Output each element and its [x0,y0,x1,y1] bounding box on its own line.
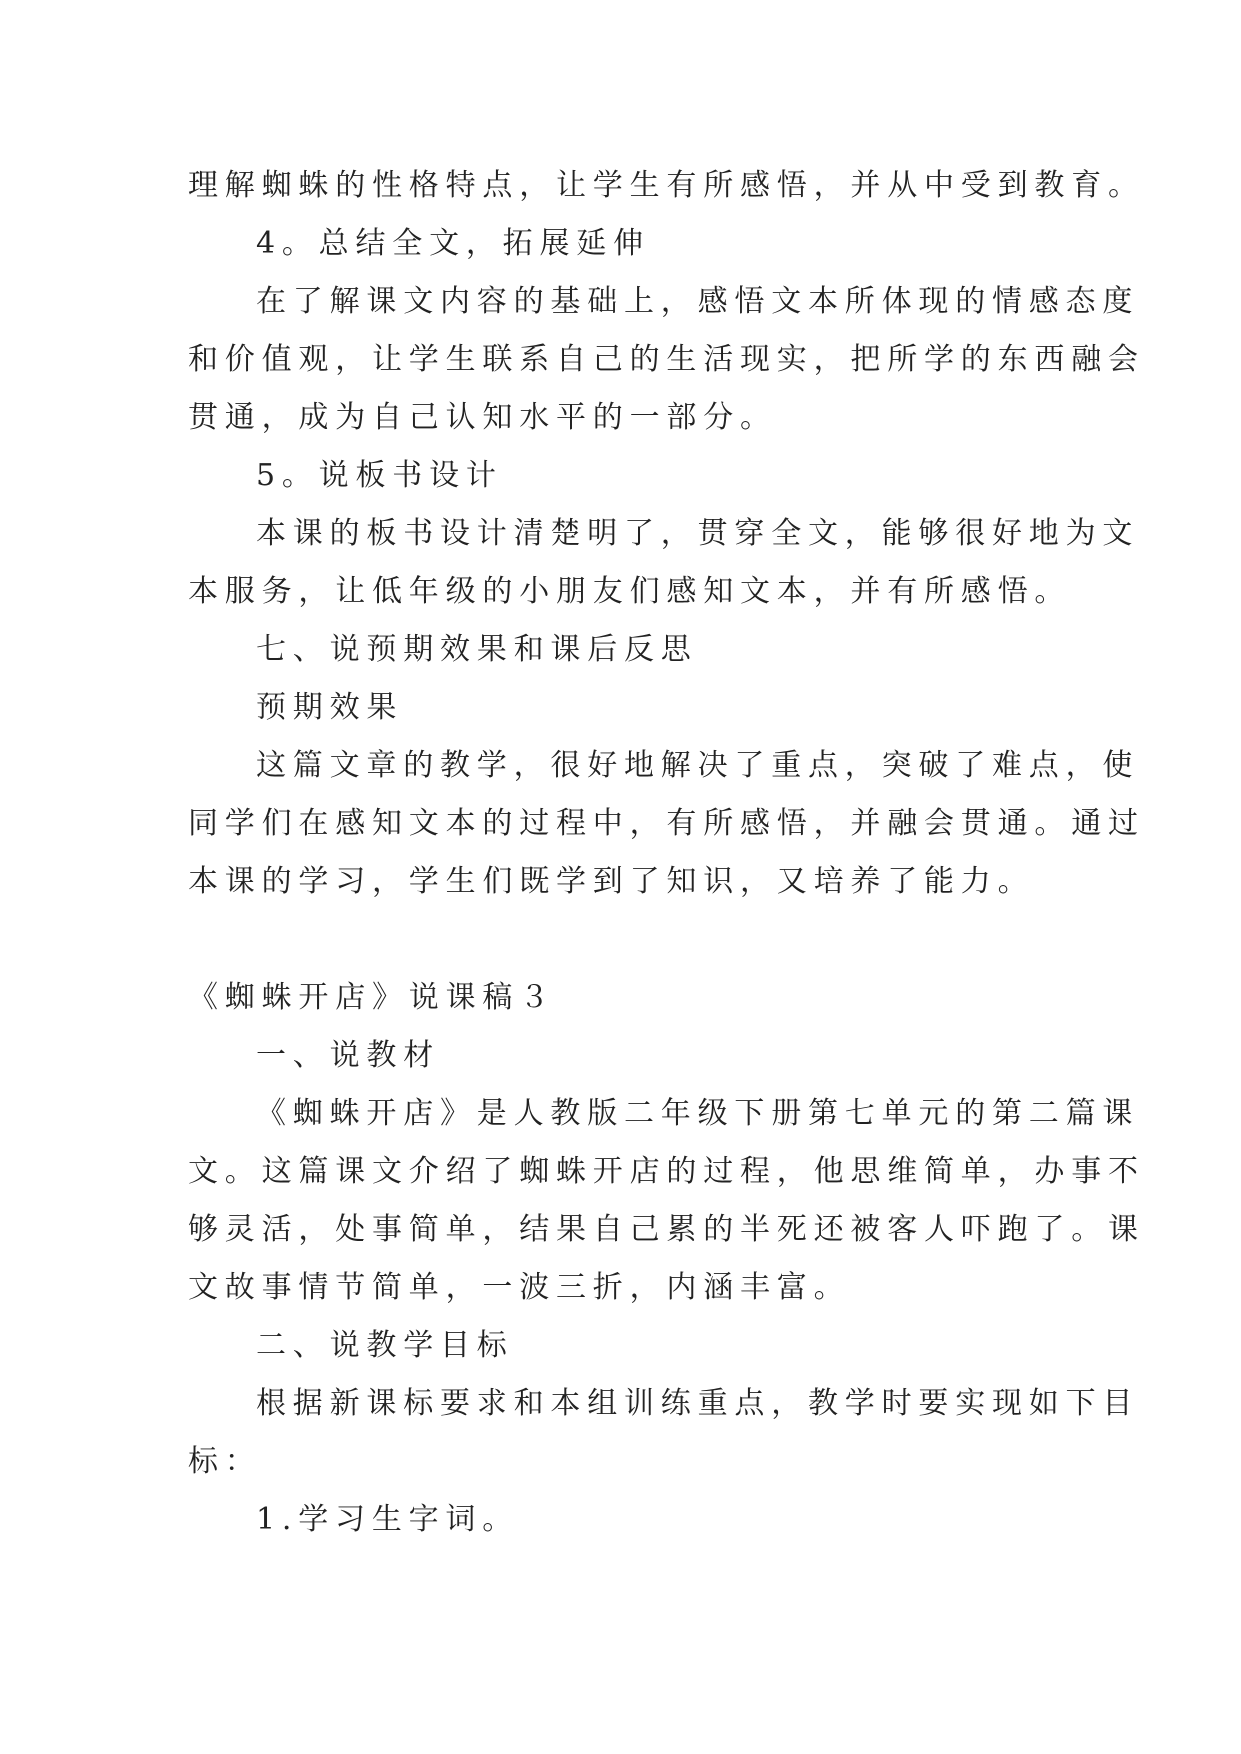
paragraph-line: 理解蜘蛛的性格特点，让学生有所感悟，并从中受到教育。 [188,168,1145,203]
paragraph-line: 这篇文章的教学，很好地解决了重点，突破了难点，使 [256,748,1140,783]
section-heading: 一、说教材 [256,1038,440,1073]
section-heading: 二、说教学目标 [256,1328,514,1363]
section-heading: 七、说预期效果和课后反思 [256,632,698,667]
section-heading: 5。说板书设计 [256,458,503,493]
sub-heading: 预期效果 [256,690,404,725]
paragraph-line: 够灵活，处事简单，结果自己累的半死还被客人吓跑了。课 [188,1212,1145,1247]
paragraph-line: 同学们在感知文本的过程中，有所感悟，并融会贯通。通过 [188,806,1145,841]
paragraph-line: 《蜘蛛开店》是人教版二年级下册第七单元的第二篇课 [256,1096,1140,1131]
paragraph-line: 根据新课标要求和本组训练重点，教学时要实现如下目 [256,1386,1140,1421]
document-title: 《蜘蛛开店》说课稿３ [188,980,556,1015]
paragraph-line: 在了解课文内容的基础上，感悟文本所体现的情感态度 [256,284,1140,319]
paragraph-line: 文故事情节简单，一波三折，内涵丰富。 [188,1270,851,1305]
paragraph-line: 本服务，让低年级的小朋友们感知文本，并有所感悟。 [188,574,1072,609]
list-item: 1.学习生字词。 [256,1502,520,1537]
paragraph-line: 本课的学习，学生们既学到了知识，又培养了能力。 [188,864,1035,899]
paragraph-line: 本课的板书设计清楚明了，贯穿全文，能够很好地为文 [256,516,1140,551]
section-heading: 4。总结全文，拓展延伸 [256,226,650,261]
paragraph-line: 标： [188,1444,262,1479]
paragraph-line: 和价值观，让学生联系自己的生活现实，把所学的东西融会 [188,342,1145,377]
paragraph-line: 文。这篇课文介绍了蜘蛛开店的过程，他思维简单，办事不 [188,1154,1145,1189]
paragraph-line: 贯通，成为自己认知水平的一部分。 [188,400,777,435]
